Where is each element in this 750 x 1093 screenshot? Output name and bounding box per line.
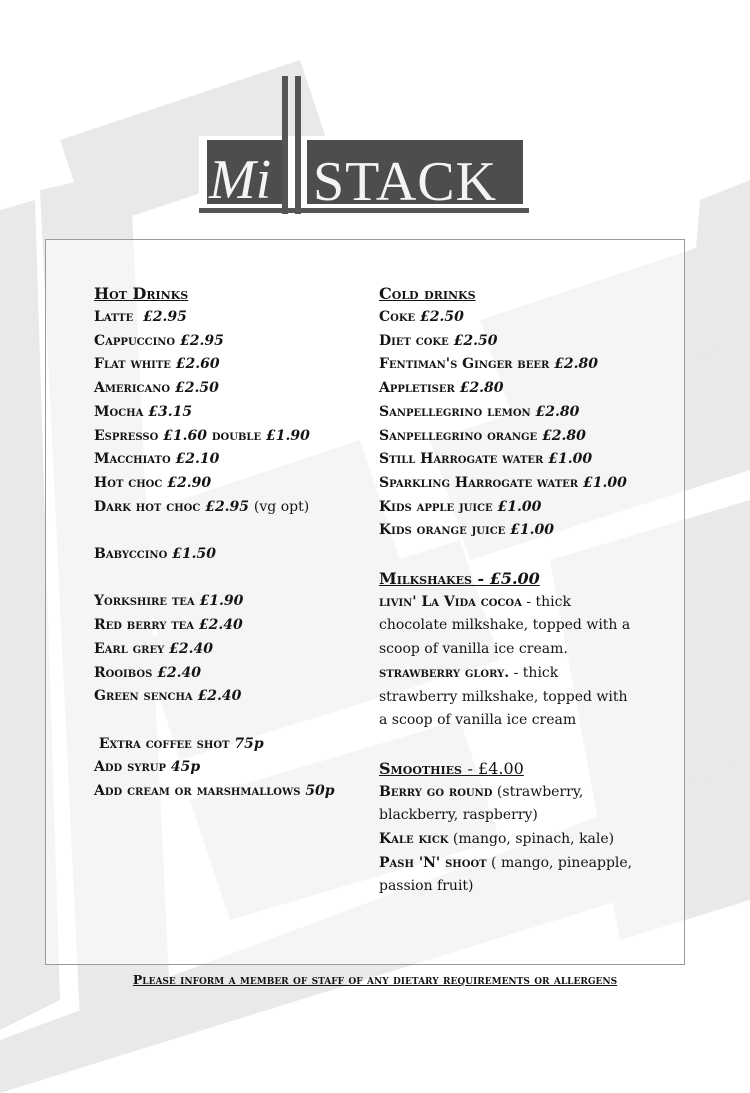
milkshake-line: strawberry milkshake, topped with <box>379 688 628 705</box>
list-item: Cappuccino £2.95 <box>94 332 224 349</box>
smoothie-line: passion fruit) <box>379 878 474 895</box>
list-item: Americano £2.50 <box>94 380 219 397</box>
list-item: Sanpellegrino lemon £2.80 <box>379 403 580 420</box>
milkshake-line: scoop of vanilla ice cream. <box>379 641 568 658</box>
list-item: Red berry tea £2.40 <box>94 617 243 634</box>
smoothie-line: Pash 'N' shoot ( mango, pineapple, <box>379 854 633 871</box>
list-item: Sanpellegrino orange £2.80 <box>379 427 586 444</box>
milkshake-line: a scoop of vanilla ice cream <box>379 712 577 729</box>
list-item: Kids orange juice £1.00 <box>379 522 554 539</box>
list-item: Coke £2.50 <box>379 309 464 325</box>
list-item: Espresso £1.60 double £1.90 <box>94 427 310 444</box>
cold-drinks-heading: Cold drinks <box>379 284 476 303</box>
list-item: Dark hot choc £2.95 (vg opt) <box>94 498 310 515</box>
menu-panel <box>45 239 685 965</box>
milkshakes-heading: Milkshakes - £5.00 <box>379 568 540 588</box>
list-item: Latte £2.95 <box>94 309 187 325</box>
list-item: Kids apple juice £1.00 <box>379 498 542 515</box>
smoothie-line: blackberry, raspberry) <box>379 807 538 824</box>
list-item: Yorkshire tea £1.90 <box>94 593 244 610</box>
list-item: Extra coffee shot 75p <box>98 735 264 752</box>
list-item: Flat white £2.60 <box>94 356 220 373</box>
smoothie-line: Kale kick (mango, spinach, kale) <box>379 831 615 848</box>
list-item: Fentiman's Ginger beer £2.80 <box>379 356 599 373</box>
list-item: Appletiser £2.80 <box>379 380 504 397</box>
milkshake-line: chocolate milkshake, topped with a <box>379 617 631 634</box>
list-item: Add syrup 45p <box>94 759 201 776</box>
list-item: Hot choc £2.90 <box>94 474 212 491</box>
allergen-notice: Please inform a member of staff of any dietary requirements or allergens <box>132 972 618 987</box>
list-item: Green sencha £2.40 <box>94 688 242 705</box>
logo-text-mi: Mi <box>209 149 272 211</box>
list-item: Earl grey £2.40 <box>94 640 213 657</box>
list-item: Macchiato £2.10 <box>94 451 220 468</box>
list-item: Sparkling Harrogate water £1.00 <box>379 474 627 491</box>
logo-text-stack: STACK <box>313 151 498 213</box>
milkshake-line: strawberry glory. - thick <box>379 664 559 681</box>
list-item: Rooibos £2.40 <box>94 664 202 681</box>
smoothies-heading: Smoothies - £4.00 <box>379 758 524 778</box>
millstack-logo <box>199 76 531 216</box>
list-item: Diet coke £2.50 <box>379 332 498 349</box>
list-item: Add cream or marshmallows 50p <box>94 783 335 800</box>
milkshake-line: livin' La Vida cocoa - thick <box>379 593 571 610</box>
list-item: Still Harrogate water £1.00 <box>379 451 593 468</box>
list-item: Mocha £3.15 <box>94 403 193 420</box>
cold-drinks-column <box>379 282 679 899</box>
hot-drinks-heading: Hot Drinks <box>94 284 189 303</box>
hot-drinks-column <box>94 282 374 804</box>
smoothie-line: Berry go round (strawberry, <box>379 783 584 800</box>
list-item: Babyccino £1.50 <box>94 546 216 563</box>
